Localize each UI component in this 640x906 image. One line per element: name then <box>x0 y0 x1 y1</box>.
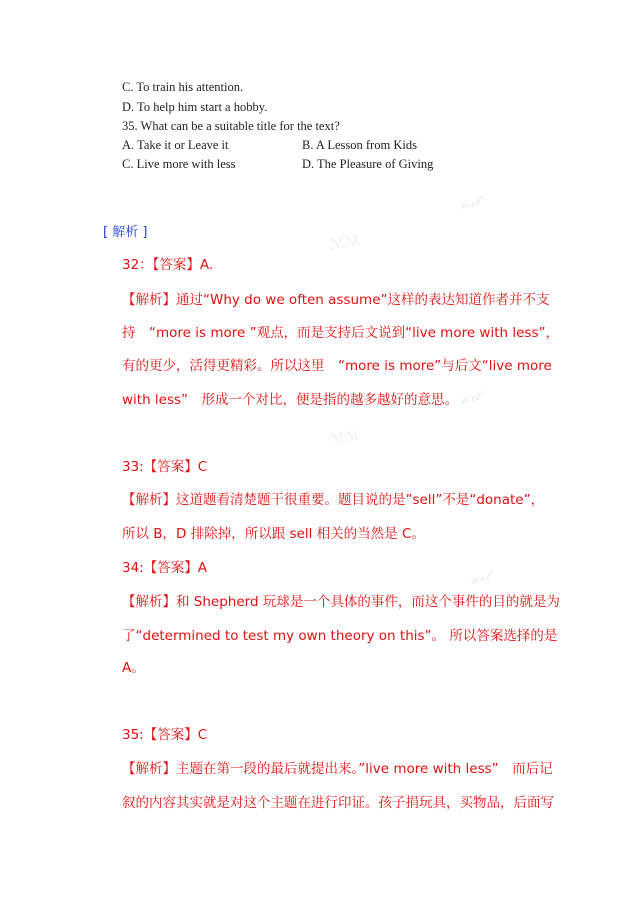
watermark: ℳℳ <box>328 427 362 449</box>
q35-option-d: D. The Pleasure of Giving <box>302 157 434 171</box>
explanation-32-line: 【解析】通过“Why do we often assume”这样的表达知道作者并不支 <box>122 292 550 308</box>
analysis-heading: [ 解析 ] <box>103 225 148 240</box>
explanation-35-line: 【解析】主题在第一段的最后就提出来。”live more with less” 而后记 <box>122 761 553 777</box>
watermark: 𝓃𝓍𝓉 <box>458 388 482 408</box>
watermark: 𝓃𝓍𝓉 <box>468 568 492 588</box>
q35-option-a: A. Take it or Leave it <box>122 138 229 152</box>
explanation-34-line: A。 <box>122 660 145 676</box>
explanation-33-line: 所以 B，D 排除掉，所以跟 sell 相关的当然是 C。 <box>122 526 425 542</box>
q35-option-b: B. A Lesson from Kids <box>302 138 417 152</box>
explanation-34-line: 【解析】和 Shepherd 玩球是一个具体的事件，而这个事件的目的就是为 <box>122 594 560 610</box>
explanation-32-line: with less” 形成一个对比，便是指的越多越好的意思。 <box>122 392 459 408</box>
answer-33: 33:【答案】C <box>122 459 208 475</box>
answer-34: 34:【答案】A <box>122 560 207 576</box>
explanation-32-line: 持 “more is more ”观点，而是支持后文说到“live more with less”， <box>122 325 559 341</box>
question-35: 35. What can be a suitable title for the text? <box>122 119 340 133</box>
explanation-34-line: 了“determined to test my own theory on this”。 所以答案选择的是 <box>122 628 558 644</box>
option-c-prev: C. To train his attention. <box>122 80 244 94</box>
q35-option-c: C. Live more with less <box>122 157 236 171</box>
option-d-prev: D. To help him start a hobby. <box>122 100 268 114</box>
explanation-33-line: 【解析】这道题看清楚题干很重要。题目说的是”sell”不是“donate”， <box>122 492 545 508</box>
explanation-32-line: 有的更少，活得更精彩。所以这里 “more is more”与后文“live more <box>122 358 552 374</box>
watermark: ℳℳ <box>328 232 362 254</box>
explanation-35-line: 叙的内容其实就是对这个主题在进行印证。孩子捐玩具，买物品，后面写 <box>122 795 554 811</box>
watermark: 𝓃𝓍𝓉 <box>458 193 482 213</box>
answer-32: 32：【答案】A. <box>122 257 214 273</box>
answer-35: 35:【答案】C <box>122 727 208 743</box>
